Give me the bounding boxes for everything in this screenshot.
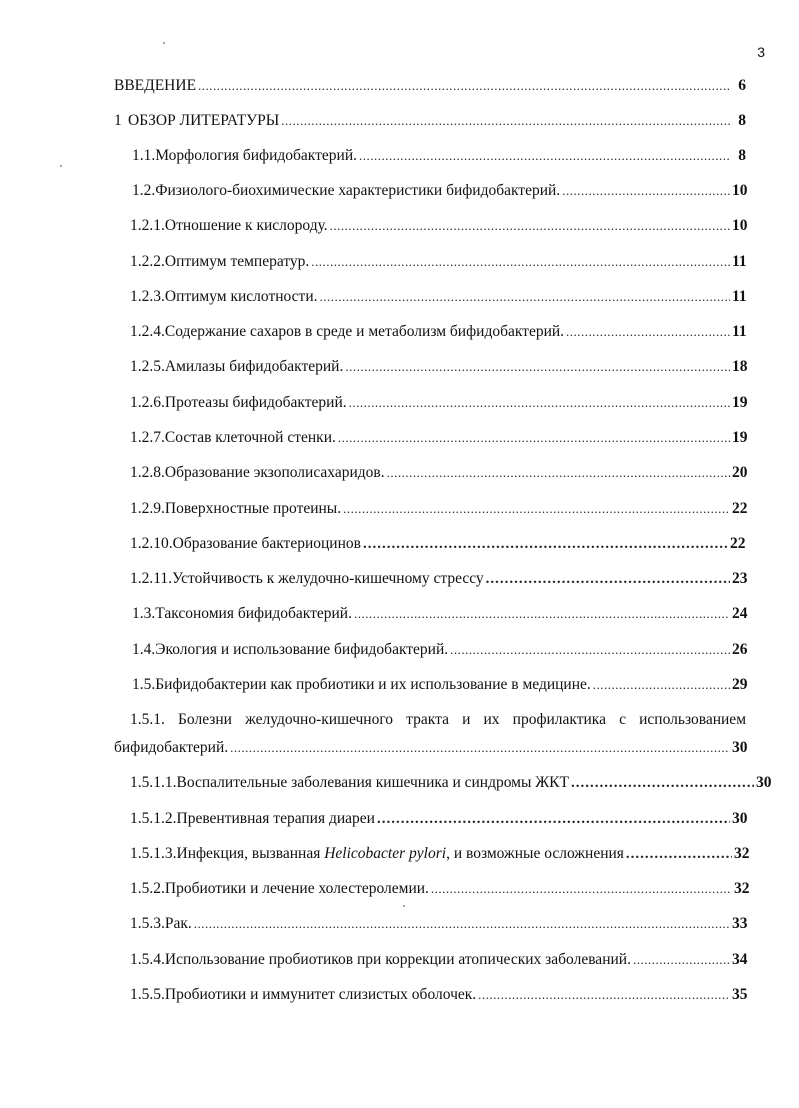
toc-number: 1.5.5. — [130, 986, 165, 1003]
toc-entry-1-2-5[interactable] — [130, 358, 746, 376]
toc-page: 8 — [738, 112, 746, 129]
toc-title: Отношение к кислороду. — [164, 217, 328, 234]
toc-title: Использование пробиотиков при коррекции атопических заболеваний. — [164, 951, 631, 968]
toc-title-italic: Helicobacter pylori — [324, 845, 447, 862]
toc-number: 1.2.3. — [130, 288, 165, 305]
toc-leader — [198, 77, 730, 95]
toc-page: 19 — [732, 394, 748, 411]
toc-title: Рак. — [164, 915, 192, 932]
toc-page: 35 — [732, 986, 748, 1003]
toc-entry-1-5-5[interactable] — [130, 986, 746, 1004]
toc-page: 20 — [732, 464, 748, 481]
toc-leader — [363, 535, 728, 553]
toc-entry-1-2[interactable] — [132, 182, 746, 200]
toc-page: 30 — [732, 810, 748, 827]
toc-entry-1-3[interactable] — [132, 605, 746, 623]
toc-title: Состав клеточной стенки. — [164, 429, 336, 446]
toc-number: 1.5.2. — [130, 880, 165, 897]
toc-number: 1.2.9. — [130, 500, 165, 517]
toc-title-part: , и возможные осложнения — [446, 845, 624, 862]
toc-entry-1-5-1-2[interactable] — [130, 810, 746, 828]
toc-leader — [330, 217, 730, 235]
toc-number: 1.2.2. — [130, 253, 165, 270]
toc-number: 1.2.1. — [130, 217, 165, 234]
toc-title — [177, 845, 624, 863]
toc-number: 1.5.3. — [130, 915, 165, 932]
toc-leader — [478, 986, 730, 1004]
toc-page: 30 — [732, 739, 748, 756]
toc-page: 26 — [732, 641, 748, 658]
toc-page: 19 — [732, 429, 748, 446]
toc-leader — [319, 288, 730, 306]
toc-title-line2: бифидобактерий. — [114, 739, 229, 756]
toc-entry-1-2-7[interactable] — [130, 429, 746, 447]
toc-number: 1 — [114, 112, 122, 129]
toc-number: 1.2.6. — [130, 394, 165, 411]
toc-leader — [633, 951, 730, 969]
toc-entry-1-5-1-1[interactable] — [130, 774, 770, 792]
toc-entry-1-2-11[interactable] — [130, 570, 746, 588]
toc-title: Морфология бифидобактерий. — [155, 147, 357, 164]
toc-number: 1.5.1. — [130, 711, 165, 728]
toc-title: Физиолого-биохимические характеристики бифидобактерий. — [155, 182, 561, 199]
toc-title: Таксономия бифидобактерий. — [155, 605, 352, 622]
toc-number: 1.5.4. — [130, 951, 165, 968]
toc-entry-1-2-6[interactable] — [130, 394, 746, 412]
toc-entry-1-2-4[interactable] — [130, 323, 746, 341]
toc-entry-1-1[interactable] — [132, 147, 746, 165]
toc-leader — [486, 570, 730, 588]
toc-title: Амилазы бифидобактерий. — [164, 358, 344, 375]
toc-leader — [349, 394, 730, 412]
toc-entry-1-2-1[interactable] — [130, 217, 746, 235]
toc-leader — [377, 810, 730, 828]
toc-number: 1.2.4. — [130, 323, 165, 340]
toc-entry-1-2-2[interactable] — [130, 253, 746, 271]
toc-entry-1-5-2[interactable] — [130, 880, 748, 898]
toc-entry-introduction[interactable] — [114, 77, 746, 95]
toc-leader — [593, 676, 730, 694]
toc-title: Пробиотики и лечение холестеролемии. — [164, 880, 429, 897]
toc-page: 22 — [730, 535, 746, 552]
toc-page: 11 — [732, 253, 747, 270]
toc-page: 8 — [738, 147, 746, 164]
toc-leader — [230, 739, 730, 757]
toc-entry-1-5-3[interactable] — [130, 915, 746, 933]
toc-page: 34 — [732, 951, 748, 968]
toc-title: Содержание сахаров в среде и метаболизм бифидобактерий. — [164, 323, 565, 340]
toc-leader — [562, 182, 730, 200]
toc-leader — [387, 464, 730, 482]
toc-number: 1.2.5. — [130, 358, 165, 375]
toc-leader — [194, 915, 730, 933]
toc-leader — [359, 147, 730, 165]
toc-entry-1-2-8[interactable] — [130, 464, 746, 482]
toc-leader — [281, 112, 730, 130]
toc-entry-1-5-1-3[interactable] — [130, 845, 748, 863]
toc-page: 33 — [732, 915, 748, 932]
toc-leader — [311, 253, 730, 271]
toc-title: Оптимум кислотности. — [164, 288, 318, 305]
toc-title: Оптимум температур. — [164, 253, 310, 270]
toc-title: Устойчивость к желудочно-кишечному стрессу — [172, 570, 484, 587]
toc-entry-1-5[interactable] — [132, 676, 746, 694]
toc-title-part: Инфекция, вызванная — [176, 845, 325, 862]
toc-entry-1-2-3[interactable] — [130, 288, 746, 306]
toc-number: 1.3. — [132, 605, 156, 622]
toc-leader — [566, 323, 730, 341]
toc-leader — [343, 500, 730, 518]
toc-page: 22 — [732, 500, 748, 517]
toc-title: Пробиотики и иммунитет слизистых оболочек. — [164, 986, 477, 1003]
toc-page: 30 — [756, 774, 772, 791]
toc-title: Образование бактериоцинов — [172, 535, 361, 552]
toc-number: 1.1. — [132, 147, 156, 164]
toc-page: 32 — [734, 845, 750, 862]
toc-number: 1.2.11. — [130, 570, 173, 587]
toc-leader — [345, 358, 730, 376]
toc-number: 1.2.8. — [130, 464, 165, 481]
toc-leader — [354, 605, 730, 623]
toc-page: 10 — [732, 182, 748, 199]
toc-number: 1.5.1.3. — [130, 845, 177, 862]
toc-entry-1[interactable] — [114, 112, 746, 130]
toc-leader — [571, 774, 754, 792]
toc-leader — [450, 641, 730, 659]
toc-title: Экология и использование бифидобактерий. — [155, 641, 449, 658]
toc-title: Поверхностные протеины. — [164, 500, 342, 517]
toc-page: 11 — [732, 323, 747, 340]
toc-leader — [431, 880, 732, 898]
toc-title-line1: Болезни желудочно-кишечного тракта и их профилактика с использованием — [178, 711, 746, 728]
toc-entry-1-5-4[interactable] — [130, 951, 746, 969]
toc-entry-1-4[interactable] — [132, 641, 746, 659]
toc-entry-1-5-1-continued[interactable] — [114, 739, 746, 757]
toc-leader — [626, 845, 732, 863]
toc-title: Воспалительные заболевания кишечника и синдромы ЖКТ — [176, 774, 569, 791]
toc-page: 18 — [732, 358, 748, 375]
toc-number: 1.2.10. — [130, 535, 173, 552]
toc-page: 29 — [732, 676, 748, 693]
toc-title: Бифидобактерии как пробиотики и их использование в медицине. — [155, 676, 591, 693]
toc-entry-1-5-1[interactable] — [130, 711, 746, 729]
toc-number: 1.2. — [132, 182, 156, 199]
toc-title: Образование экзополисахаридов. — [164, 464, 385, 481]
toc-title: ВВЕДЕНИЕ — [114, 77, 197, 94]
toc-page: 32 — [734, 880, 750, 897]
toc-entry-1-2-9[interactable] — [130, 500, 746, 518]
toc-page: 6 — [738, 77, 746, 94]
toc-page: 11 — [732, 288, 747, 305]
toc-title: Протеазы бифидобактерий. — [164, 394, 347, 411]
toc-page: 10 — [732, 217, 748, 234]
toc-number: 1.4. — [132, 641, 156, 658]
toc-page: 24 — [732, 605, 748, 622]
toc-title: ОБЗОР ЛИТЕРАТУРЫ — [128, 112, 280, 129]
toc-number: 1.5.1.2. — [130, 810, 177, 827]
toc-number: 1.5. — [132, 676, 156, 693]
toc-leader — [338, 429, 730, 447]
toc-number: 1.5.1.1. — [130, 774, 177, 791]
toc-number: 1.2.7. — [130, 429, 165, 446]
toc-entry-1-2-10[interactable] — [130, 535, 744, 553]
toc-title: Превентивная терапия диареи — [176, 810, 375, 827]
toc-page: 23 — [732, 570, 748, 587]
page-number: 3 — [757, 44, 765, 60]
